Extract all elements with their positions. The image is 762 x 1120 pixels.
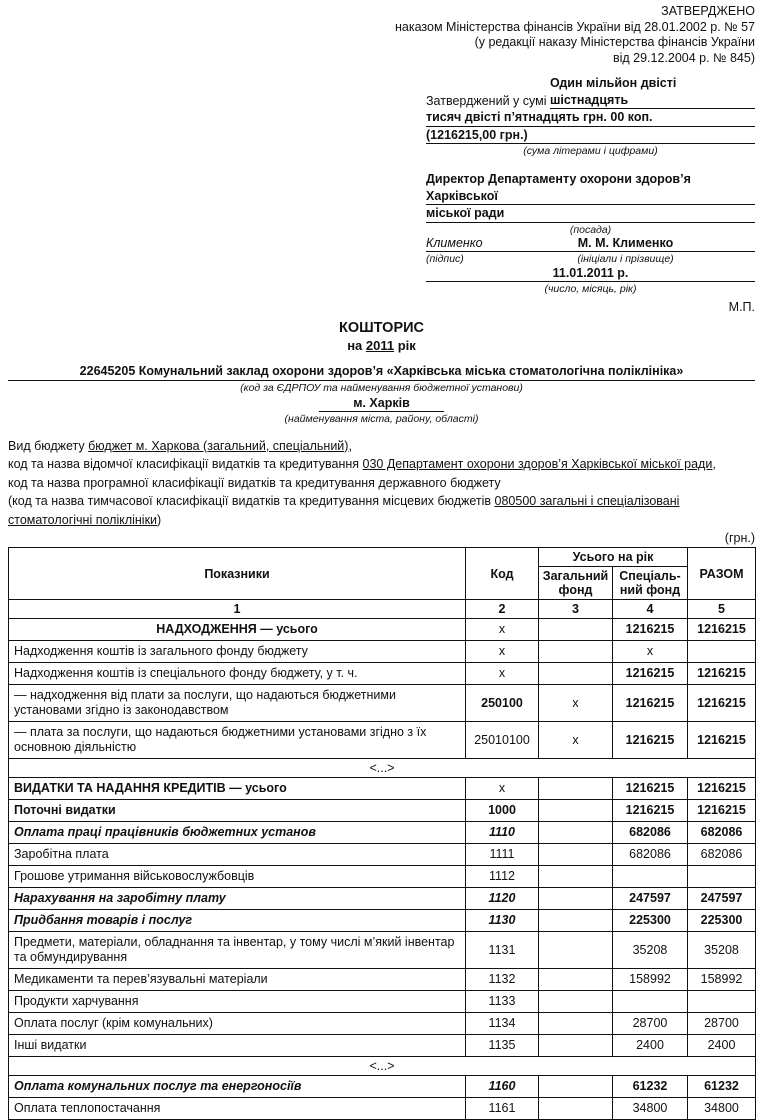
row-general-fund-value — [539, 866, 613, 888]
row-indicator-label: Надходження коштів із загального фонду бюджету — [9, 641, 466, 663]
year-value: 2011 — [365, 337, 395, 353]
budget-type-label: Вид бюджету — [8, 438, 89, 453]
departmental-classification-line — [8, 455, 755, 474]
row-code: 1111 — [466, 844, 539, 866]
column-number-1: 1 — [9, 600, 466, 619]
row-indicator-label: Надходження коштів із спеціального фонду бюджету, у т. ч. — [9, 663, 466, 685]
city-line — [8, 396, 755, 412]
header-total-year: Усього на рік — [539, 548, 688, 567]
row-total-value: 225300 — [688, 910, 756, 932]
row-total-value: 35208 — [688, 932, 756, 969]
row-code: х — [466, 778, 539, 800]
table-row — [9, 822, 756, 844]
row-total-value: 247597 — [688, 888, 756, 910]
row-code: 1135 — [466, 1035, 539, 1057]
year-prefix: на — [347, 337, 366, 353]
table-row — [9, 1076, 756, 1098]
table-separator: <...> — [9, 1057, 756, 1076]
row-special-fund-value: 1216215 — [613, 685, 688, 722]
row-code: 1132 — [466, 969, 539, 991]
row-indicator-label: Предмети, матеріали, обладнання та інвентар, у тому числі м’який інвентар та обмундирування — [9, 932, 466, 969]
row-code: 1134 — [466, 1013, 539, 1035]
signature-captions — [426, 252, 755, 265]
row-indicator-label: НАДХОДЖЕННЯ — усього — [9, 619, 466, 641]
row-general-fund-value — [539, 619, 613, 641]
row-general-fund-value — [539, 969, 613, 991]
row-indicator-label: ВИДАТКИ ТА НАДАННЯ КРЕДИТІВ — усього — [9, 778, 466, 800]
position-line-2: міської ради — [426, 205, 755, 223]
signature-handwritten: Клименко — [426, 235, 483, 250]
row-total-value: 1216215 — [688, 778, 756, 800]
city-name: м. Харків — [319, 396, 444, 412]
approval-line-1: ЗАТВЕРДЖЕНО — [661, 4, 755, 18]
document-year-line — [8, 337, 755, 354]
document-title: КОШТОРИС — [338, 319, 425, 336]
column-number-5: 5 — [688, 600, 756, 619]
row-total-value: 34800 — [688, 1098, 756, 1120]
year-suffix: рік — [394, 337, 416, 353]
row-code: 1130 — [466, 910, 539, 932]
city-caption: (найменування міста, району, області) — [284, 412, 479, 425]
row-indicator-label: Оплата послуг (крім комунальних) — [9, 1013, 466, 1035]
row-indicator-label: Заробітна плата — [9, 844, 466, 866]
row-code: 1000 — [466, 800, 539, 822]
row-total-value: 1216215 — [688, 800, 756, 822]
row-code: х — [466, 663, 539, 685]
row-special-fund-value: 35208 — [613, 932, 688, 969]
departmental-classification-suffix: , — [712, 457, 716, 471]
row-code: х — [466, 619, 539, 641]
table-row — [9, 778, 756, 800]
table-row — [9, 1013, 756, 1035]
row-special-fund-value: 34800 — [613, 1098, 688, 1120]
approved-sum-block — [426, 75, 755, 157]
row-special-fund-value: 1216215 — [613, 619, 688, 641]
row-total-value: 1216215 — [688, 685, 756, 722]
header-indicators: Показники — [9, 548, 466, 600]
row-general-fund-value — [539, 991, 613, 1013]
row-code: 25010100 — [466, 722, 539, 759]
row-total-value: 682086 — [688, 822, 756, 844]
row-code: 1131 — [466, 932, 539, 969]
signature-caption: (підпис) — [426, 252, 464, 265]
program-classification-line: код та назва програмної класифікації видатків та кредитування державного бюджету — [8, 475, 501, 490]
amount-in-words-line2: тисяч двісті п’ятнадцять грн. 00 коп. — [426, 109, 755, 127]
departmental-classification-value: 030 Департамент охорони здоров’я Харківської міської ради — [362, 457, 713, 471]
row-general-fund-value — [539, 1098, 613, 1120]
row-total-value: 1216215 — [688, 663, 756, 685]
row-indicator-label: — плата за послуги, що надаються бюджетними установами згідно з їх основною діяльністю — [9, 722, 466, 759]
row-code: 1133 — [466, 991, 539, 1013]
row-indicator-label: Продукти харчування — [9, 991, 466, 1013]
row-code: 1112 — [466, 866, 539, 888]
column-number-3: 3 — [539, 600, 613, 619]
institution-name: 22645205 Комунальний заклад охорони здоров’я «Харківська міська стоматологічна поліклініка» — [8, 363, 755, 381]
institution-name-caption: (код за ЄДРПОУ та найменування бюджетної установи) — [240, 381, 523, 394]
row-special-fund-value: 2400 — [613, 1035, 688, 1057]
row-general-fund-value — [539, 822, 613, 844]
row-general-fund-value — [539, 800, 613, 822]
currency-note: (грн.) — [724, 531, 755, 545]
table-row — [9, 932, 756, 969]
row-total-value: 1216215 — [688, 722, 756, 759]
row-total-value: 682086 — [688, 844, 756, 866]
budget-type-suffix: , — [348, 438, 352, 453]
table-separator-row — [9, 1057, 756, 1076]
row-code: 1160 — [466, 1076, 539, 1098]
row-general-fund-value — [539, 1013, 613, 1035]
column-number-4: 4 — [613, 600, 688, 619]
table-row — [9, 1035, 756, 1057]
table-row — [9, 1098, 756, 1120]
row-special-fund-value: 682086 — [613, 844, 688, 866]
table-row — [9, 663, 756, 685]
row-total-value: 1216215 — [688, 619, 756, 641]
row-total-value: 2400 — [688, 1035, 756, 1057]
row-indicator-label: Оплата комунальних послуг та енергоносіїв — [9, 1076, 466, 1098]
row-code: 1161 — [466, 1098, 539, 1120]
name-caption: (ініціали і прізвище) — [577, 252, 674, 265]
row-special-fund-value: х — [613, 641, 688, 663]
row-indicator-label: Придбання товарів і послуг — [9, 910, 466, 932]
approval-block — [8, 4, 755, 66]
row-total-value — [688, 866, 756, 888]
row-indicator-label: Інші видатки — [9, 1035, 466, 1057]
amount-caption: (сума літерами і цифрами) — [523, 145, 658, 157]
row-special-fund-value: 682086 — [613, 822, 688, 844]
table-row — [9, 991, 756, 1013]
approval-line-2: наказом Міністерства фінансів України від 28.01.2002 р. № 57 — [395, 19, 755, 34]
row-general-fund-value — [539, 844, 613, 866]
budget-table-header — [9, 548, 756, 619]
row-general-fund-value: х — [539, 685, 613, 722]
approval-line-4: від 29.12.2004 р. № 845) — [612, 50, 755, 65]
signatory-block — [426, 171, 755, 314]
table-separator: <...> — [9, 759, 756, 778]
approval-line-3: (у редакції наказу Міністерства фінансів України — [474, 35, 755, 49]
table-separator-row — [9, 759, 756, 778]
row-indicator-label: Оплата теплопостачання — [9, 1098, 466, 1120]
row-total-value — [688, 641, 756, 663]
budget-type-line — [8, 437, 755, 456]
row-code: 1120 — [466, 888, 539, 910]
row-total-value: 28700 — [688, 1013, 756, 1035]
temporary-classification-suffix: ) — [157, 512, 162, 527]
row-indicator-label: Нарахування на заробітну плату — [9, 888, 466, 910]
column-number-2: 2 — [466, 600, 539, 619]
table-row — [9, 685, 756, 722]
temporary-classification-label: (код та назва тимчасової класифікації видатків та кредитування місцевих бюджетів — [8, 494, 495, 508]
row-indicator-label: Грошове утримання військовослужбовців — [9, 866, 466, 888]
table-row — [9, 844, 756, 866]
approved-sum-prefix: Затверджений у сумі — [426, 93, 550, 108]
row-general-fund-value — [539, 888, 613, 910]
row-special-fund-value — [613, 991, 688, 1013]
row-total-value — [688, 991, 756, 1013]
row-special-fund-value: 247597 — [613, 888, 688, 910]
row-general-fund-value — [539, 932, 613, 969]
temporary-classification-value: 080500 загальні і спеціалізовані стоматологічні поліклініки — [8, 494, 680, 527]
row-special-fund-value: 1216215 — [613, 722, 688, 759]
row-special-fund-value: 158992 — [613, 969, 688, 991]
row-general-fund-value: х — [539, 722, 613, 759]
header-general-fund: Загальний фонд — [539, 567, 613, 600]
row-indicator-label: Медикаменти та перев’язувальні матеріали — [9, 969, 466, 991]
signatory-name: М. М. Клименко — [577, 235, 674, 250]
signature-row — [426, 236, 755, 252]
table-row — [9, 888, 756, 910]
table-row — [9, 619, 756, 641]
row-indicator-label: Поточні видатки — [9, 800, 466, 822]
table-row — [9, 722, 756, 759]
budget-table — [8, 547, 756, 1120]
row-indicator-label: Оплата праці працівників бюджетних установ — [9, 822, 466, 844]
position-caption: (посада) — [569, 223, 612, 236]
row-special-fund-value: 1216215 — [613, 663, 688, 685]
row-indicator-label: — надходження від плати за послуги, що надаються бюджетними установами згідно із законодавством — [9, 685, 466, 722]
header-code: Код — [466, 548, 539, 600]
date-caption: (число, місяць, рік) — [544, 282, 637, 295]
header-special-fund: Спеціаль-ний фонд — [613, 567, 688, 600]
approval-date: 11.01.2011 р. — [426, 265, 755, 282]
row-general-fund-value — [539, 663, 613, 685]
table-row — [9, 800, 756, 822]
row-general-fund-value — [539, 910, 613, 932]
row-code: 1110 — [466, 822, 539, 844]
row-general-fund-value — [539, 1035, 613, 1057]
amount-in-words-line1: Один мільйон двісті шістнадцять — [550, 75, 755, 109]
row-code: 250100 — [466, 685, 539, 722]
amount-in-figures: (1216215,00 грн.) — [426, 127, 755, 145]
table-row — [9, 910, 756, 932]
row-code: х — [466, 641, 539, 663]
seal-mark: М.П. — [728, 299, 755, 314]
table-row — [9, 969, 756, 991]
row-general-fund-value — [539, 778, 613, 800]
row-special-fund-value: 28700 — [613, 1013, 688, 1035]
temporary-classification-line — [8, 492, 755, 529]
row-special-fund-value: 225300 — [613, 910, 688, 932]
table-row — [9, 641, 756, 663]
budget-table-body — [9, 619, 756, 1120]
row-general-fund-value — [539, 1076, 613, 1098]
row-total-value: 158992 — [688, 969, 756, 991]
header-together: РАЗОМ — [688, 548, 756, 600]
row-general-fund-value — [539, 641, 613, 663]
column-numbers-row — [9, 600, 756, 619]
budget-type-value: бюджет м. Харкова (загальний, спеціальний) — [88, 438, 349, 453]
row-special-fund-value — [613, 866, 688, 888]
table-row — [9, 866, 756, 888]
row-special-fund-value: 61232 — [613, 1076, 688, 1098]
position-line-1: Директор Департаменту охорони здоров’я Харківської — [426, 171, 755, 205]
row-total-value: 61232 — [688, 1076, 756, 1098]
budget-details — [8, 437, 755, 530]
row-special-fund-value: 1216215 — [613, 778, 688, 800]
row-special-fund-value: 1216215 — [613, 800, 688, 822]
departmental-classification-label: код та назва відомчої класифікації видатків та кредитування — [8, 457, 363, 471]
